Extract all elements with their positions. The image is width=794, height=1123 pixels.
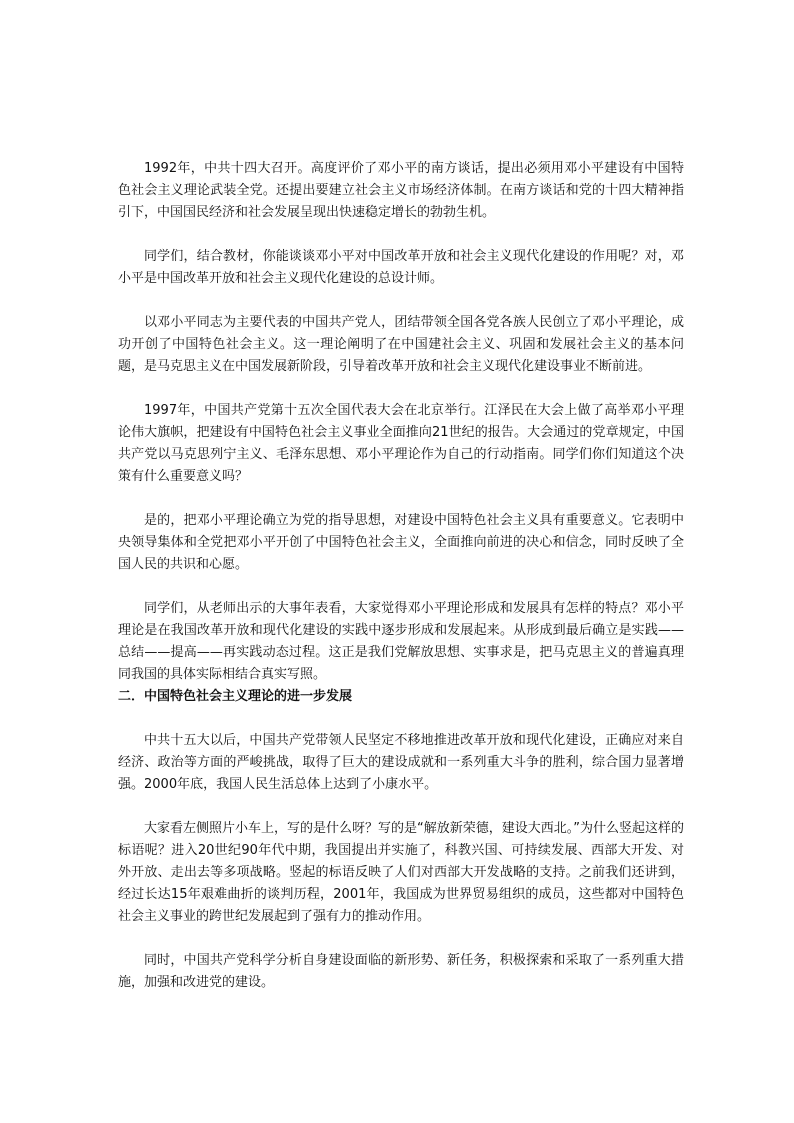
document-body [118, 158, 684, 1016]
paragraph-deng-theory: 以邓小平同志为主要代表的中国共产党人，团结带领全国各党各族人民创立了邓小平理论，成功开创了中国特色社会主义。这一理论阐明了在中国建社会主义、巩固和发展社会主义的基本问题，是马克思主义在中国发展新阶段，引导着改革开放和社会主义现代化建设事业不断前进。 [118, 315, 684, 374]
paragraph-chief-architect: 同学们，结合教材，你能谈谈邓小平对中国改革开放和社会主义现代化建设的作用呢？对，邓小平是中国改革开放和社会主义现代化建设的总设计师。 [118, 249, 684, 286]
paragraph-significance: 是的，把邓小平理论确立为党的指导思想，对建设中国特色社会主义具有重要意义。它表明中央领导集体和全党把邓小平开创了中国特色社会主义，全面推向前进的决心和信念，同时反映了全国人民的共识和心愿。 [118, 513, 684, 572]
paragraph-party-building: 同时，中国共产党科学分析自身建设面临的新形势、新任务，积极探索和采取了一系列重大措施，加强和改进党的建设。 [118, 953, 684, 990]
paragraph-1992-congress: 1992年，中共十四大召开。高度评价了邓小平的南方谈话，提出必须用邓小平建设有中国特色社会主义理论武装全党。还提出要建立社会主义市场经济体制。在南方谈话和党的十四大精神指引下，中国国民经济和社会发展呈现出快速稳定增长的勃勃生机。 [118, 161, 684, 220]
section-heading: 二．中国特色社会主义理论的进一步发展 [118, 689, 353, 704]
paragraph-characteristics: 同学们，从老师出示的大事年表看，大家觉得邓小平理论形成和发展具有怎样的特点？邓小平理论是在我国改革开放和现代化建设的实践中逐步形成和发展起来。从形成到最后确立是实践——总结——提高——再实践动态过程。这正是我们党解放思想、实事求是，把马克思主义的普遍真理同我国的具体实际相结合真实写照。 [118, 601, 684, 682]
paragraph-after-15th-congress: 中共十五大以后，中国共产党带领人民坚定不移地推进改革开放和现代化建设，正确应对来自经济、政治等方面的严峻挑战，取得了巨大的建设成就和一系列重大斗争的胜利，综合国力显著增强。2000年底，我国人民生活总体上达到了小康水平。 [118, 733, 684, 792]
paragraph-west-development: 大家看左侧照片小车上，写的是什么呀？写的是“解放新荣德，建设大西北。”为什么竖起这样的标语呢？进入20世纪90年代中期，我国提出并实施了，科教兴国、可持续发展、西部大开发、对外开放、走出去等多项战略。竖起的标语反映了人们对西部大开发战略的支持。之前我们还讲到，经过长达15年艰难曲折的谈判历程，2001年，我国成为世界贸易组织的成员，这些都对中国特色社会主义事业的跨世纪发展起到了强有力的推动作用。 [118, 821, 684, 924]
paragraph-1997-congress: 1997年，中国共产党第十五次全国代表大会在北京举行。江泽民在大会上做了高举邓小平理论伟大旗帜，把建设有中国特色社会主义事业全面推向21世纪的报告。大会通过的党章规定，中国共产党以马克思列宁主义、毛泽东思想、邓小平理论作为自己的行动指南。同学们你们知道这个决策有什么重要意义吗？ [118, 403, 684, 484]
